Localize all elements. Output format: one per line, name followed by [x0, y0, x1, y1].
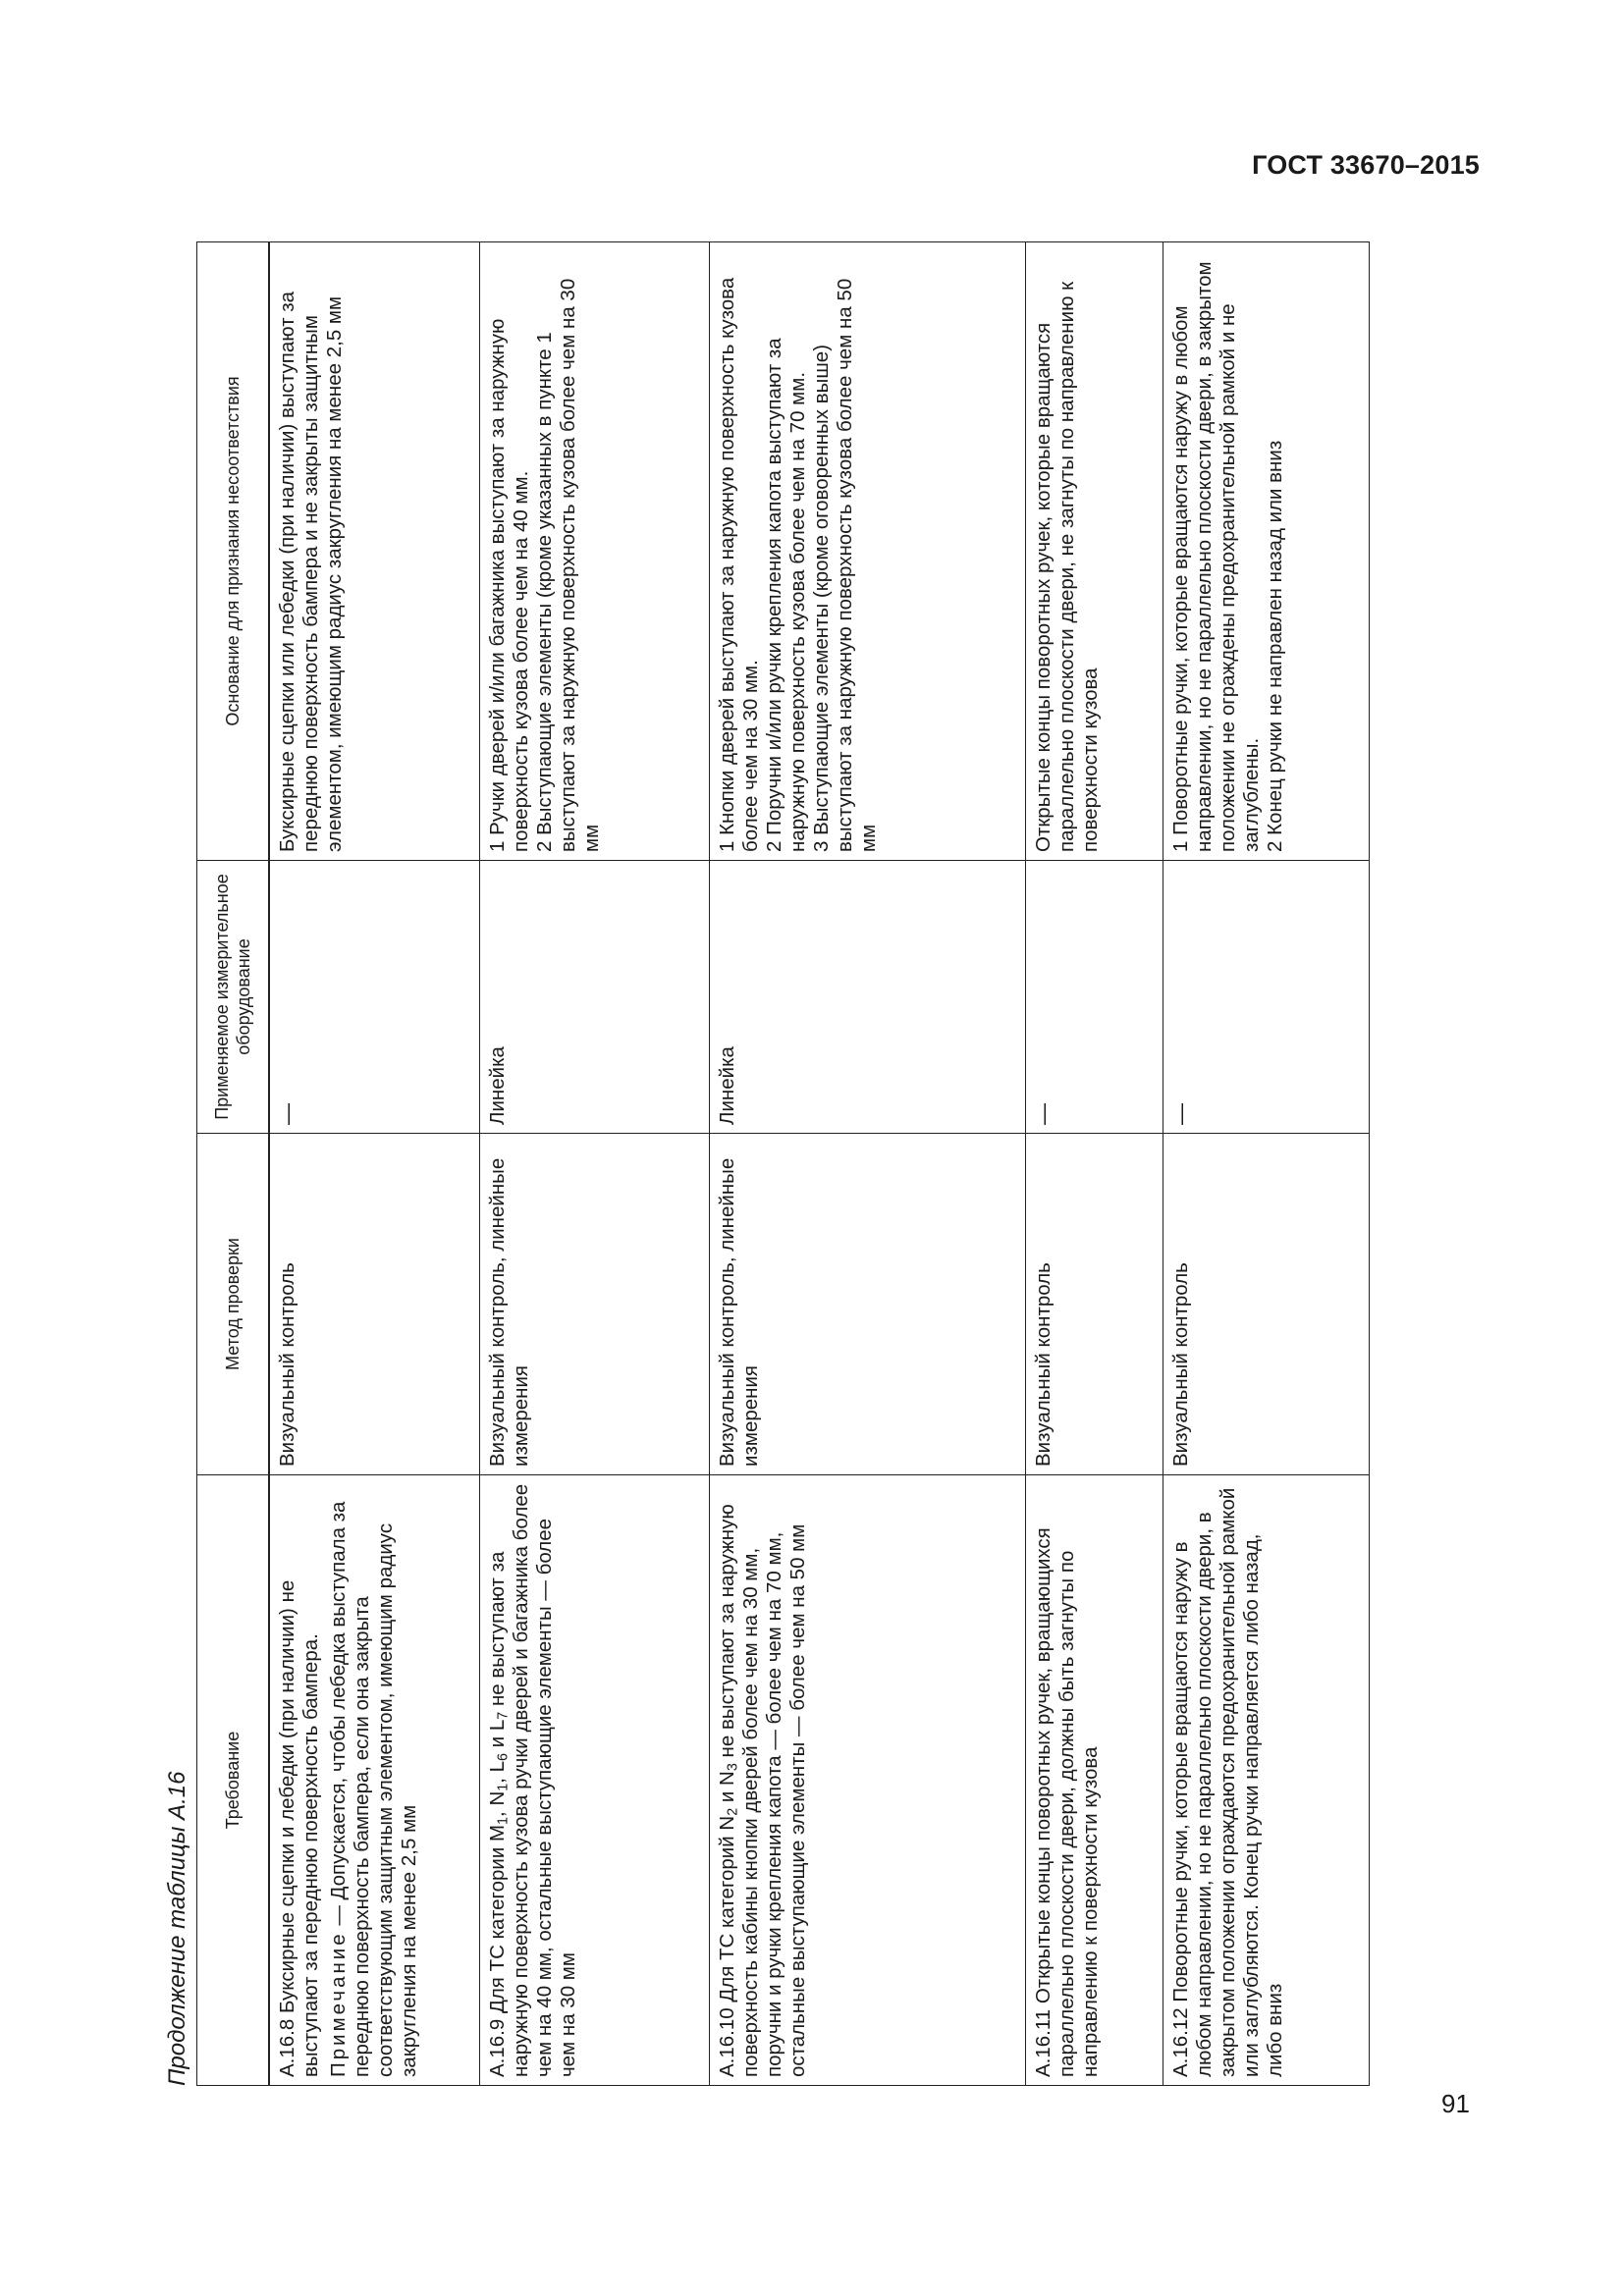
rotated-table-block [163, 242, 1357, 2086]
basis-line: 2 Выступающие элементы (кроме указанных в пункте 1 выступают за наружную поверхность кузова более чем на 30 мм [532, 278, 603, 852]
requirement-cell: А.16.11 Открытые концы поворотных ручек, вращающихся параллельно плоскости двери, должны быть загнуты по направлению к поверхности кузова [1025, 1475, 1163, 2086]
requirement-cell [479, 1475, 709, 2086]
basis-line: 2 Поручни и/или ручки крепления капота выступают за наружную поверхность кузова более чем на 70 мм. [762, 338, 809, 852]
requirement-text: А.16.8 Буксирные сцепки и лебедки (при наличии) не выступают за переднюю поверхность бампера. [276, 1579, 322, 2077]
basis-line: 3 Выступающие элементы (кроме оговоренных выше) выступают за наружную поверхность кузова более чем на 50 мм [809, 278, 880, 852]
requirement-text-part: и L [485, 1719, 509, 1753]
requirement-text-part: не выступают за наружную поверхность кабины кнопки дверей более чем на 30 мм, поручни и ручки крепления капота — более чем на 70 мм, остальные выступающие элементы — более чем на 50 мм [715, 1504, 809, 2077]
requirement-text-part: , N [485, 1790, 509, 1817]
basis-cell [709, 242, 1025, 861]
note-label: Примечание [327, 1931, 350, 2077]
basis-cell [1163, 242, 1369, 861]
table-row [709, 242, 1025, 2086]
table-row [1025, 242, 1163, 2086]
basis-line: Буксирные сцепки или лебедки (при наличии) выступают за переднюю поверхность бампера и не закрыты защитным элементом, имеющим радиус закругления на менее 2,5 мм [276, 291, 346, 852]
requirement-text-part: А.16.10 Для ТС категорий N [715, 1815, 738, 2077]
subscript: 2 [725, 1807, 741, 1816]
method-cell: Визуальный контроль [269, 1134, 479, 1475]
basis-line: 1 Поворотные ручки, которые вращаются наружу в любом направлении, но не параллельно плоскости двери, в закрытом положении не ограждены предохранительной рамкой и не заглублены. [1168, 261, 1263, 852]
requirement-text-part: А.16.9 Для ТС категории M [485, 1824, 509, 2077]
equipment-cell: Линейка [479, 861, 709, 1134]
standard-header: ГОСТ 33670–2015 [1252, 150, 1480, 180]
requirement-cell [709, 1475, 1025, 2086]
requirement-cell: А.16.12 Поворотные ручки, которые вращаются наружу в любом направлении, но не параллельно плоскости двери, в закрытом положении ограждаются предохранительной рамкой или заглубляются. Конец ручки направляется либо назад, либо вниз [1163, 1475, 1369, 2086]
header-equipment: Применяемое измерительное оборудование [197, 861, 270, 1134]
equipment-cell: — [1025, 861, 1163, 1134]
table-header-row [197, 242, 270, 2086]
note-text: — Допускается, чтобы лебедка выступала за переднюю поверхность бампера, если она закрыта соответствующим защитным элементом, имеющим радиус закругления на менее 2,5 мм [327, 1501, 420, 2077]
subscript: 7 [495, 1711, 512, 1720]
basis-cell [1025, 242, 1163, 861]
requirement-text-part: не выступают за наружную поверхность кузова ручки дверей и багажника более чем на 40 мм, остальные выступающие элементы — более чем на 30 мм [485, 1483, 579, 2077]
method-cell: Визуальный контроль, линейные измерения [479, 1134, 709, 1475]
table-row [1163, 242, 1369, 2086]
equipment-cell: — [1163, 861, 1369, 1134]
basis-cell [269, 242, 479, 861]
table-row [269, 242, 479, 2086]
requirement-text-part: и N [715, 1771, 738, 1808]
basis-line: Открытые концы поворотных ручек, которые вращаются параллельно плоскости двери, не загнуты по направлению к поверхности кузова [1031, 281, 1102, 852]
table-row [479, 242, 709, 2086]
requirements-table [196, 241, 1370, 2086]
requirement-note [327, 1483, 421, 2077]
method-cell: Визуальный контроль [1163, 1134, 1369, 1475]
equipment-cell: — [269, 861, 479, 1134]
subscript: 1 [495, 1783, 512, 1791]
basis-cell [479, 242, 709, 861]
subscript: 1 [495, 1816, 512, 1825]
header-method: Метод проверки [197, 1134, 270, 1475]
table-caption: Продолжение таблицы А.16 [164, 1771, 190, 2086]
requirement-cell [269, 1475, 479, 2086]
header-basis: Основание для признания несоответствия [197, 242, 270, 861]
subscript: 6 [495, 1752, 512, 1761]
header-requirement: Требование [197, 1475, 270, 2086]
subscript: 3 [725, 1763, 741, 1772]
requirement-text-part: , L [485, 1760, 509, 1784]
method-cell: Визуальный контроль, линейные измерения [709, 1134, 1025, 1475]
page-number: 91 [1441, 2089, 1470, 2118]
basis-line: 2 Конец ручки не направлен назад или вниз [1263, 440, 1286, 852]
basis-line: 1 Ручки дверей и/или багажника выступают за наружную поверхность кузова более чем на 40 мм. [485, 318, 532, 852]
equipment-cell: Линейка [709, 861, 1025, 1134]
basis-line: 1 Кнопки дверей выступают за наружную поверхность кузова более чем на 30 мм. [715, 277, 762, 852]
method-cell: Визуальный контроль [1025, 1134, 1163, 1475]
